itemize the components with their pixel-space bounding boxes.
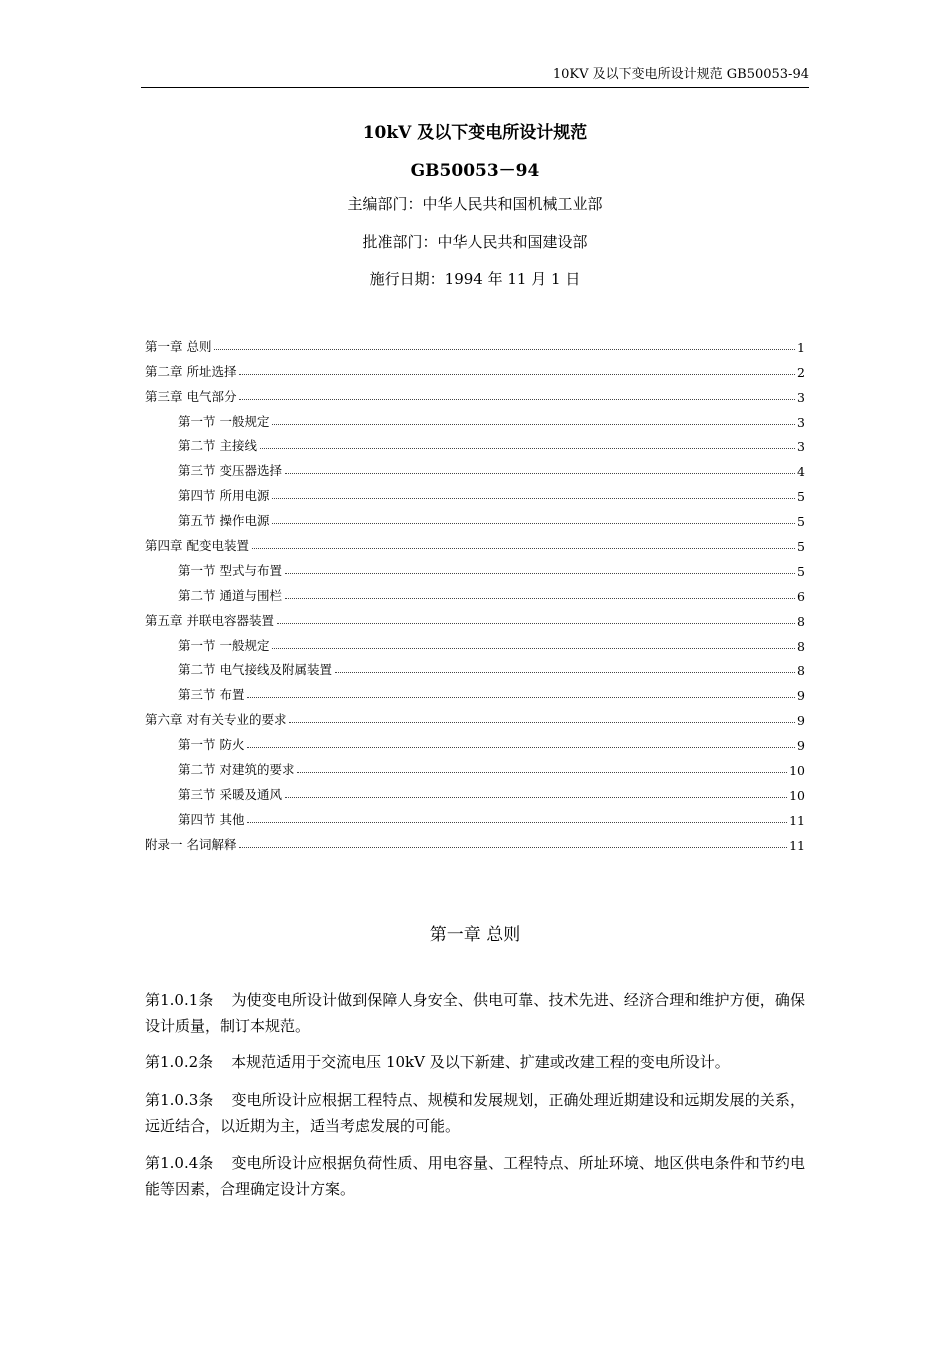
clause-1-0-2 — [145, 1049, 805, 1075]
toc-entry-page: 5 — [797, 539, 805, 555]
toc-entry-ch5[interactable] — [145, 604, 805, 629]
toc-leader — [285, 572, 795, 574]
effective-date: 施行日期：1994 年 11 月 1 日 — [369, 270, 581, 288]
toc-entry-ch3-s4[interactable] — [145, 479, 805, 504]
toc-leader — [285, 796, 787, 798]
toc-entry-page: 6 — [797, 588, 805, 604]
toc-entry-ch3-s5[interactable] — [145, 504, 805, 529]
clause-number: 第1.0.1条 — [145, 991, 214, 1009]
clause-number: 第1.0.3条 — [145, 1091, 214, 1109]
toc-leader — [272, 423, 795, 425]
toc-entry-label: 第五章 并联电容器装置 — [145, 612, 274, 628]
header-rule — [141, 87, 809, 88]
toc-entry-ch1[interactable] — [145, 330, 805, 355]
toc-entry-label: 第二节 通道与围栏 — [178, 587, 282, 603]
toc-entry-page: 11 — [789, 812, 805, 828]
toc-entry-ch6-s2[interactable] — [145, 753, 805, 778]
clause-text: 本规范适用于交流电压 10kV 及以下新建、扩建或改建工程的变电所设计。 — [231, 1053, 730, 1071]
toc-leader — [214, 348, 795, 350]
toc-entry-ch4-s2[interactable] — [145, 579, 805, 604]
toc-entry-ch6-s3[interactable] — [145, 778, 805, 803]
clause-1-0-3 — [145, 1087, 805, 1139]
toc-entry-page: 8 — [797, 613, 805, 629]
toc-entry-ch4[interactable] — [145, 529, 805, 554]
toc-entry-label: 第五节 操作电源 — [178, 513, 270, 529]
toc-entry-page: 4 — [797, 464, 805, 480]
toc-entry-label: 第二章 所址选择 — [145, 363, 237, 379]
toc-leader — [260, 447, 795, 449]
toc-entry-ch3-s1[interactable] — [145, 405, 805, 430]
toc-entry-label: 第四章 配变电装置 — [145, 538, 249, 554]
toc-entry-ch3-s3[interactable] — [145, 454, 805, 479]
toc-entry-label: 第二节 主接线 — [178, 438, 257, 454]
toc-leader — [247, 746, 795, 748]
toc-entry-label: 第三节 布置 — [178, 687, 245, 703]
toc-entry-page: 3 — [797, 414, 805, 430]
toc-entry-page: 9 — [797, 738, 805, 754]
toc-entry-page: 8 — [797, 663, 805, 679]
toc-entry-label: 第一节 一般规定 — [178, 637, 270, 653]
toc-entry-appendix1[interactable] — [145, 828, 805, 853]
toc-entry-label: 第三节 采暖及通风 — [178, 786, 282, 802]
toc-leader — [247, 696, 795, 698]
toc-entry-ch3[interactable] — [145, 380, 805, 405]
toc-leader — [272, 647, 795, 649]
editor-department: 主编部门：中华人民共和国机械工业部 — [347, 195, 603, 213]
toc-entry-label: 第一节 防火 — [178, 737, 245, 753]
toc-leader — [272, 522, 795, 524]
toc-entry-label: 第一章 总则 — [145, 338, 212, 354]
toc-leader — [297, 771, 787, 773]
toc-entry-label: 第六章 对有关专业的要求 — [145, 712, 287, 728]
toc-entry-label: 第一节 一般规定 — [178, 413, 270, 429]
toc-entry-page: 11 — [789, 837, 805, 853]
chapter-heading: 第一章 总则 — [429, 925, 521, 945]
toc-entry-ch5-s2[interactable] — [145, 654, 805, 679]
toc-leader — [289, 721, 795, 723]
toc-entry-page: 3 — [797, 439, 805, 455]
toc-entry-label: 第三章 电气部分 — [145, 388, 237, 404]
toc-entry-ch6-s4[interactable] — [145, 803, 805, 828]
toc-entry-ch5-s1[interactable] — [145, 629, 805, 654]
toc-entry-page: 8 — [797, 638, 805, 654]
toc-entry-ch5-s3[interactable] — [145, 678, 805, 703]
clause-1-0-4 — [145, 1150, 805, 1202]
toc-entry-page: 10 — [789, 787, 805, 803]
clause-1-0-1 — [145, 987, 805, 1039]
toc-entry-page: 5 — [797, 489, 805, 505]
toc-entry-page: 5 — [797, 563, 805, 579]
toc-leader — [239, 373, 795, 375]
clause-text: 变电所设计应根据工程特点、规模和发展规划，正确处理近期建设和远期发展的关系，远近结合，以近期为主，适当考虑发展的可能。 — [145, 1091, 805, 1135]
toc-entry-page: 9 — [797, 713, 805, 729]
toc-entry-ch2[interactable] — [145, 355, 805, 380]
toc-leader — [277, 622, 795, 624]
toc-leader — [239, 846, 787, 848]
toc-entry-label: 第三节 变压器选择 — [178, 463, 282, 479]
toc-leader — [252, 547, 795, 549]
toc-entry-ch6[interactable] — [145, 703, 805, 728]
clause-text: 变电所设计应根据负荷性质、用电容量、工程特点、所址环境、地区供电条件和节约电能等因素，合理确定设计方案。 — [145, 1154, 805, 1198]
toc-entry-ch4-s1[interactable] — [145, 554, 805, 579]
toc-entry-page: 5 — [797, 514, 805, 530]
toc-leader — [247, 821, 787, 823]
toc-entry-page: 9 — [797, 688, 805, 704]
toc-entry-label: 第四节 所用电源 — [178, 488, 270, 504]
toc-entry-label: 第二节 电气接线及附属装置 — [178, 662, 332, 678]
toc-leader — [272, 497, 795, 499]
toc-leader — [335, 671, 795, 673]
toc-leader — [285, 597, 795, 599]
clause-number: 第1.0.2条 — [145, 1053, 214, 1071]
toc-entry-label: 第一节 型式与布置 — [178, 562, 282, 578]
approval-department: 批准部门：中华人民共和国建设部 — [362, 233, 588, 251]
toc-entry-label: 第四节 其他 — [178, 811, 245, 827]
toc-entry-label: 第二节 对建筑的要求 — [178, 762, 295, 778]
toc-entry-ch6-s1[interactable] — [145, 728, 805, 753]
toc-entry-ch3-s2[interactable] — [145, 430, 805, 455]
standard-code: GB50053－94 — [410, 161, 540, 181]
running-header: 10KV 及以下变电所设计规范 GB50053-94 — [552, 67, 809, 82]
toc-leader — [239, 398, 795, 400]
toc-entry-page: 3 — [797, 389, 805, 405]
clause-text: 为使变电所设计做到保障人身安全、供电可靠、技术先进、经济合理和维护方便，确保设计质量，制订本规范。 — [145, 991, 805, 1035]
toc-entry-page: 1 — [797, 339, 805, 355]
toc-entry-page: 10 — [789, 763, 805, 779]
clause-number: 第1.0.4条 — [145, 1154, 214, 1172]
table-of-contents — [145, 330, 805, 853]
document-title: 10kV 及以下变电所设计规范 — [362, 123, 588, 143]
toc-entry-page: 2 — [797, 364, 805, 380]
toc-leader — [285, 472, 795, 474]
toc-entry-label: 附录一 名词解释 — [145, 836, 237, 852]
